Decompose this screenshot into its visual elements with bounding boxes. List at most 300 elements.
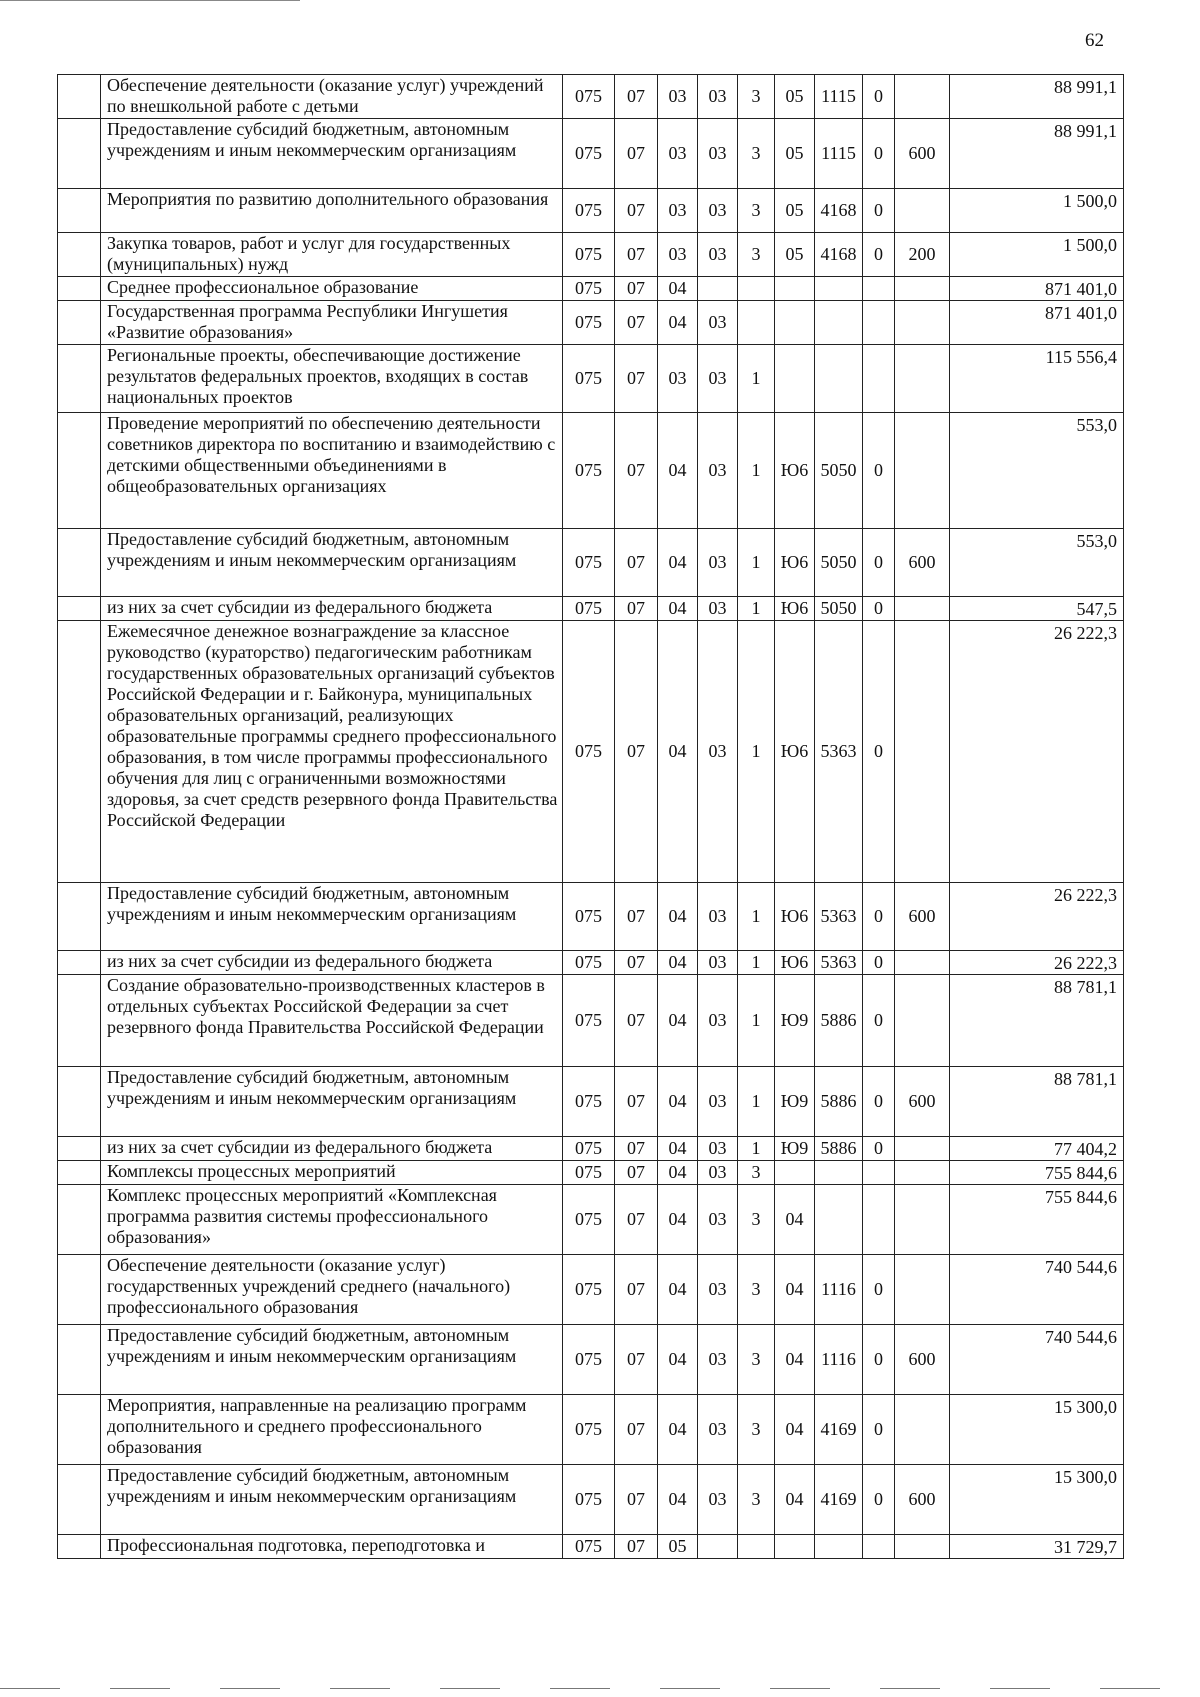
program-type-code-cell: 1 (738, 1137, 775, 1161)
direction-code-cell: 4169 (815, 1395, 863, 1465)
expense-type-code-cell (895, 301, 950, 345)
item-name-cell: Ежемесячное денежное вознаграждение за классное руководство (кураторство) педагогическим работникам государственных образовательных организаций субъектов Российской Федерации и г. Байконура, муниципальных образовательных организаций, реализующих образовательные программы среднего профессионального образования, в том числе программы профессионального обучения для лиц с ограниченными возможностями здоровья, за счет средств резервного фонда Правительства Российской Федерации (101, 621, 563, 883)
program-type-code-cell: 3 (738, 1161, 775, 1185)
program-type-code-cell: 1 (738, 597, 775, 621)
subsection-code-cell: 04 (658, 301, 698, 345)
detail-code-cell: 0 (863, 1067, 895, 1137)
program-type-code-cell: 3 (738, 189, 775, 233)
table-row (58, 597, 1124, 621)
direction-code-cell: 4169 (815, 1465, 863, 1535)
table-row (58, 1255, 1124, 1325)
amount-cell: 553,0 (950, 413, 1124, 529)
budget-table-body (58, 75, 1124, 1559)
structure-code-cell: Ю6 (775, 529, 815, 597)
detail-code-cell (863, 1161, 895, 1185)
table-row (58, 951, 1124, 975)
amount-cell: 740 544,6 (950, 1255, 1124, 1325)
expense-type-code-cell (895, 1161, 950, 1185)
section-code-cell: 07 (615, 413, 658, 529)
table-row (58, 883, 1124, 951)
detail-code-cell: 0 (863, 975, 895, 1067)
amount-cell: 740 544,6 (950, 1325, 1124, 1395)
expense-type-code-cell: 600 (895, 1325, 950, 1395)
ministry-code-cell: 075 (563, 345, 615, 413)
detail-code-cell (863, 1185, 895, 1255)
item-name-cell: Предоставление субсидий бюджетным, автономным учреждениям и иным некоммерческим организациям (101, 1325, 563, 1395)
subsection-code-cell: 04 (658, 951, 698, 975)
expense-type-code-cell (895, 345, 950, 413)
program-code-cell: 03 (698, 345, 738, 413)
program-code-cell (698, 277, 738, 301)
detail-code-cell (863, 1535, 895, 1559)
amount-cell: 88 991,1 (950, 75, 1124, 119)
subsection-code-cell: 04 (658, 1255, 698, 1325)
program-code-cell: 03 (698, 1395, 738, 1465)
subsection-code-cell: 04 (658, 277, 698, 301)
subsection-code-cell: 04 (658, 1395, 698, 1465)
row-margin-cell (58, 1161, 101, 1185)
program-type-code-cell: 3 (738, 1395, 775, 1465)
amount-cell: 1 500,0 (950, 189, 1124, 233)
expense-type-code-cell: 600 (895, 883, 950, 951)
ministry-code-cell: 075 (563, 1535, 615, 1559)
program-code-cell: 03 (698, 975, 738, 1067)
expense-type-code-cell: 600 (895, 1067, 950, 1137)
program-code-cell: 03 (698, 951, 738, 975)
expense-type-code-cell: 600 (895, 529, 950, 597)
row-margin-cell (58, 597, 101, 621)
expense-type-code-cell (895, 1535, 950, 1559)
item-name-cell: Проведение мероприятий по обеспечению деятельности советников директора по воспитанию и взаимодействию с детскими общественными объединениями в общеобразовательных организациях (101, 413, 563, 529)
program-type-code-cell: 1 (738, 883, 775, 951)
table-row (58, 1161, 1124, 1185)
amount-cell: 115 556,4 (950, 345, 1124, 413)
section-code-cell: 07 (615, 1535, 658, 1559)
expense-type-code-cell (895, 597, 950, 621)
page-number: 62 (1085, 30, 1104, 51)
expense-type-code-cell (895, 1185, 950, 1255)
ministry-code-cell: 075 (563, 621, 615, 883)
program-code-cell: 03 (698, 621, 738, 883)
item-name-cell: Предоставление субсидий бюджетным, автономным учреждениям и иным некоммерческим организациям (101, 1067, 563, 1137)
section-code-cell: 07 (615, 75, 658, 119)
detail-code-cell (863, 301, 895, 345)
subsection-code-cell: 04 (658, 1067, 698, 1137)
row-margin-cell (58, 951, 101, 975)
program-type-code-cell: 1 (738, 621, 775, 883)
structure-code-cell (775, 1535, 815, 1559)
row-margin-cell (58, 1185, 101, 1255)
table-row (58, 1185, 1124, 1255)
structure-code-cell: Ю6 (775, 951, 815, 975)
expense-type-code-cell (895, 1137, 950, 1161)
section-code-cell: 07 (615, 1325, 658, 1395)
row-margin-cell (58, 1395, 101, 1465)
direction-code-cell: 5050 (815, 597, 863, 621)
structure-code-cell: Ю6 (775, 597, 815, 621)
direction-code-cell: 1116 (815, 1255, 863, 1325)
amount-cell: 755 844,6 (950, 1161, 1124, 1185)
program-code-cell: 03 (698, 1161, 738, 1185)
amount-cell: 553,0 (950, 529, 1124, 597)
detail-code-cell: 0 (863, 1137, 895, 1161)
subsection-code-cell: 04 (658, 597, 698, 621)
table-row (58, 1465, 1124, 1535)
row-margin-cell (58, 277, 101, 301)
program-code-cell: 03 (698, 233, 738, 277)
expense-type-code-cell (895, 621, 950, 883)
amount-cell: 88 781,1 (950, 975, 1124, 1067)
direction-code-cell: 5050 (815, 413, 863, 529)
program-code-cell: 03 (698, 75, 738, 119)
subsection-code-cell: 04 (658, 1185, 698, 1255)
expense-type-code-cell: 200 (895, 233, 950, 277)
item-name-cell: Среднее профессиональное образование (101, 277, 563, 301)
item-name-cell: из них за счет субсидии из федерального бюджета (101, 597, 563, 621)
ministry-code-cell: 075 (563, 277, 615, 301)
section-code-cell: 07 (615, 1465, 658, 1535)
program-code-cell: 03 (698, 529, 738, 597)
ministry-code-cell: 075 (563, 1161, 615, 1185)
structure-code-cell (775, 277, 815, 301)
expense-type-code-cell (895, 189, 950, 233)
section-code-cell: 07 (615, 189, 658, 233)
program-type-code-cell: 1 (738, 1067, 775, 1137)
item-name-cell: Мероприятия по развитию дополнительного образования (101, 189, 563, 233)
subsection-code-cell: 03 (658, 75, 698, 119)
row-margin-cell (58, 1325, 101, 1395)
item-name-cell: Мероприятия, направленные на реализацию программ дополнительного и среднего профессионального образования (101, 1395, 563, 1465)
detail-code-cell: 0 (863, 189, 895, 233)
program-code-cell: 03 (698, 413, 738, 529)
program-code-cell: 03 (698, 1465, 738, 1535)
program-type-code-cell: 3 (738, 119, 775, 189)
ministry-code-cell: 075 (563, 1185, 615, 1255)
expense-type-code-cell (895, 75, 950, 119)
table-row (58, 1395, 1124, 1465)
row-margin-cell (58, 413, 101, 529)
amount-cell: 88 781,1 (950, 1067, 1124, 1137)
amount-cell: 31 729,7 (950, 1535, 1124, 1559)
subsection-code-cell: 04 (658, 621, 698, 883)
program-type-code-cell: 3 (738, 1325, 775, 1395)
table-row (58, 189, 1124, 233)
ministry-code-cell: 075 (563, 951, 615, 975)
row-margin-cell (58, 883, 101, 951)
direction-code-cell: 5886 (815, 975, 863, 1067)
row-margin-cell (58, 1465, 101, 1535)
direction-code-cell: 1115 (815, 75, 863, 119)
direction-code-cell: 1115 (815, 119, 863, 189)
structure-code-cell: 05 (775, 75, 815, 119)
ministry-code-cell: 075 (563, 301, 615, 345)
structure-code-cell: 04 (775, 1325, 815, 1395)
section-code-cell: 07 (615, 951, 658, 975)
direction-code-cell (815, 1185, 863, 1255)
amount-cell: 871 401,0 (950, 277, 1124, 301)
ministry-code-cell: 075 (563, 529, 615, 597)
direction-code-cell: 4168 (815, 189, 863, 233)
amount-cell: 871 401,0 (950, 301, 1124, 345)
direction-code-cell (815, 301, 863, 345)
scan-artifact-top (0, 0, 300, 1)
item-name-cell: Профессиональная подготовка, переподготовка и (101, 1535, 563, 1559)
table-row (58, 975, 1124, 1067)
section-code-cell: 07 (615, 975, 658, 1067)
program-type-code-cell: 1 (738, 951, 775, 975)
detail-code-cell: 0 (863, 597, 895, 621)
subsection-code-cell: 04 (658, 1161, 698, 1185)
direction-code-cell: 5886 (815, 1067, 863, 1137)
program-type-code-cell: 1 (738, 975, 775, 1067)
subsection-code-cell: 04 (658, 529, 698, 597)
detail-code-cell: 0 (863, 1255, 895, 1325)
section-code-cell: 07 (615, 621, 658, 883)
detail-code-cell: 0 (863, 75, 895, 119)
row-margin-cell (58, 233, 101, 277)
row-margin-cell (58, 75, 101, 119)
program-code-cell: 03 (698, 189, 738, 233)
table-row (58, 1137, 1124, 1161)
item-name-cell: Комплексы процессных мероприятий (101, 1161, 563, 1185)
expense-type-code-cell: 600 (895, 119, 950, 189)
table-row (58, 529, 1124, 597)
section-code-cell: 07 (615, 1395, 658, 1465)
program-type-code-cell: 1 (738, 345, 775, 413)
amount-cell: 26 222,3 (950, 621, 1124, 883)
section-code-cell: 07 (615, 1161, 658, 1185)
program-type-code-cell (738, 301, 775, 345)
row-margin-cell (58, 621, 101, 883)
ministry-code-cell: 075 (563, 233, 615, 277)
section-code-cell: 07 (615, 345, 658, 413)
detail-code-cell: 0 (863, 119, 895, 189)
amount-cell: 26 222,3 (950, 883, 1124, 951)
section-code-cell: 07 (615, 1185, 658, 1255)
program-code-cell: 03 (698, 883, 738, 951)
amount-cell: 77 404,2 (950, 1137, 1124, 1161)
section-code-cell: 07 (615, 277, 658, 301)
ministry-code-cell: 075 (563, 1255, 615, 1325)
table-row (58, 1067, 1124, 1137)
ministry-code-cell: 075 (563, 189, 615, 233)
row-margin-cell (58, 1137, 101, 1161)
subsection-code-cell: 03 (658, 189, 698, 233)
structure-code-cell: Ю9 (775, 1137, 815, 1161)
ministry-code-cell: 075 (563, 597, 615, 621)
subsection-code-cell: 04 (658, 1465, 698, 1535)
expense-type-code-cell (895, 1395, 950, 1465)
item-name-cell: Государственная программа Республики Ингушетия «Развитие образования» (101, 301, 563, 345)
structure-code-cell: 05 (775, 233, 815, 277)
structure-code-cell: Ю9 (775, 975, 815, 1067)
program-code-cell: 03 (698, 1325, 738, 1395)
item-name-cell: из них за счет субсидии из федерального бюджета (101, 951, 563, 975)
ministry-code-cell: 075 (563, 975, 615, 1067)
item-name-cell: Создание образовательно-производственных кластеров в отдельных субъектах Российской Федерации за счет резервного фонда Правительства Российской Федерации (101, 975, 563, 1067)
item-name-cell: Предоставление субсидий бюджетным, автономным учреждениям и иным некоммерческим организациям (101, 119, 563, 189)
program-type-code-cell (738, 1535, 775, 1559)
structure-code-cell: Ю6 (775, 621, 815, 883)
direction-code-cell: 1116 (815, 1325, 863, 1395)
section-code-cell: 07 (615, 233, 658, 277)
item-name-cell: Обеспечение деятельности (оказание услуг) учреждений по внешкольной работе с детьми (101, 75, 563, 119)
program-type-code-cell (738, 277, 775, 301)
table-row (58, 233, 1124, 277)
amount-cell: 15 300,0 (950, 1465, 1124, 1535)
subsection-code-cell: 05 (658, 1535, 698, 1559)
budget-table (57, 74, 1124, 1559)
item-name-cell: Региональные проекты, обеспечивающие достижение результатов федеральных проектов, входящих в состав национальных проектов (101, 345, 563, 413)
detail-code-cell: 0 (863, 1465, 895, 1535)
table-row (58, 301, 1124, 345)
expense-type-code-cell: 600 (895, 1465, 950, 1535)
structure-code-cell: 05 (775, 189, 815, 233)
program-code-cell (698, 1535, 738, 1559)
expense-type-code-cell (895, 975, 950, 1067)
direction-code-cell (815, 345, 863, 413)
scan-artifact-bottom (0, 1688, 1200, 1689)
structure-code-cell: Ю6 (775, 883, 815, 951)
detail-code-cell: 0 (863, 883, 895, 951)
program-code-cell: 03 (698, 119, 738, 189)
ministry-code-cell: 075 (563, 1325, 615, 1395)
detail-code-cell: 0 (863, 1395, 895, 1465)
row-margin-cell (58, 301, 101, 345)
subsection-code-cell: 04 (658, 1325, 698, 1395)
table-row (58, 75, 1124, 119)
program-code-cell: 03 (698, 1067, 738, 1137)
item-name-cell: Закупка товаров, работ и услуг для государственных (муниципальных) нужд (101, 233, 563, 277)
row-margin-cell (58, 345, 101, 413)
table-row (58, 1325, 1124, 1395)
expense-type-code-cell (895, 951, 950, 975)
program-type-code-cell: 3 (738, 1255, 775, 1325)
subsection-code-cell: 04 (658, 413, 698, 529)
item-name-cell: Предоставление субсидий бюджетным, автономным учреждениям и иным некоммерческим организациям (101, 1465, 563, 1535)
structure-code-cell: 04 (775, 1395, 815, 1465)
program-code-cell: 03 (698, 597, 738, 621)
subsection-code-cell: 04 (658, 883, 698, 951)
program-type-code-cell: 1 (738, 413, 775, 529)
program-code-cell: 03 (698, 1185, 738, 1255)
structure-code-cell: 04 (775, 1255, 815, 1325)
amount-cell: 88 991,1 (950, 119, 1124, 189)
direction-code-cell (815, 277, 863, 301)
table-row (58, 1535, 1124, 1559)
expense-type-code-cell (895, 413, 950, 529)
table-row (58, 119, 1124, 189)
structure-code-cell (775, 345, 815, 413)
row-margin-cell (58, 529, 101, 597)
row-margin-cell (58, 119, 101, 189)
direction-code-cell: 5363 (815, 883, 863, 951)
item-name-cell: Комплекс процессных мероприятий «Комплексная программа развития системы профессионального образования» (101, 1185, 563, 1255)
ministry-code-cell: 075 (563, 1137, 615, 1161)
detail-code-cell: 0 (863, 413, 895, 529)
structure-code-cell (775, 301, 815, 345)
amount-cell: 1 500,0 (950, 233, 1124, 277)
direction-code-cell: 5363 (815, 621, 863, 883)
row-margin-cell (58, 1535, 101, 1559)
section-code-cell: 07 (615, 301, 658, 345)
row-margin-cell (58, 189, 101, 233)
ministry-code-cell: 075 (563, 1067, 615, 1137)
program-code-cell: 03 (698, 1255, 738, 1325)
program-type-code-cell: 3 (738, 233, 775, 277)
direction-code-cell: 5363 (815, 951, 863, 975)
direction-code-cell: 5050 (815, 529, 863, 597)
direction-code-cell (815, 1161, 863, 1185)
subsection-code-cell: 03 (658, 119, 698, 189)
detail-code-cell: 0 (863, 621, 895, 883)
row-margin-cell (58, 975, 101, 1067)
table-row (58, 621, 1124, 883)
detail-code-cell: 0 (863, 529, 895, 597)
structure-code-cell (775, 1161, 815, 1185)
ministry-code-cell: 075 (563, 1465, 615, 1535)
detail-code-cell: 0 (863, 233, 895, 277)
table-row (58, 413, 1124, 529)
table-row (58, 277, 1124, 301)
expense-type-code-cell (895, 1255, 950, 1325)
section-code-cell: 07 (615, 1067, 658, 1137)
structure-code-cell: 05 (775, 119, 815, 189)
ministry-code-cell: 075 (563, 75, 615, 119)
subsection-code-cell: 04 (658, 975, 698, 1067)
section-code-cell: 07 (615, 529, 658, 597)
direction-code-cell (815, 1535, 863, 1559)
amount-cell: 15 300,0 (950, 1395, 1124, 1465)
subsection-code-cell: 03 (658, 233, 698, 277)
ministry-code-cell: 075 (563, 1395, 615, 1465)
detail-code-cell: 0 (863, 951, 895, 975)
structure-code-cell: Ю9 (775, 1067, 815, 1137)
program-code-cell: 03 (698, 1137, 738, 1161)
structure-code-cell: 04 (775, 1465, 815, 1535)
row-margin-cell (58, 1255, 101, 1325)
detail-code-cell (863, 345, 895, 413)
item-name-cell: Предоставление субсидий бюджетным, автономным учреждениям и иным некоммерческим организациям (101, 883, 563, 951)
program-type-code-cell: 3 (738, 1465, 775, 1535)
detail-code-cell (863, 277, 895, 301)
direction-code-cell: 5886 (815, 1137, 863, 1161)
ministry-code-cell: 075 (563, 883, 615, 951)
structure-code-cell: 04 (775, 1185, 815, 1255)
ministry-code-cell: 075 (563, 119, 615, 189)
table-row (58, 345, 1124, 413)
program-type-code-cell: 1 (738, 529, 775, 597)
detail-code-cell: 0 (863, 1325, 895, 1395)
item-name-cell: Предоставление субсидий бюджетным, автономным учреждениям и иным некоммерческим организациям (101, 529, 563, 597)
program-type-code-cell: 3 (738, 1185, 775, 1255)
direction-code-cell: 4168 (815, 233, 863, 277)
subsection-code-cell: 04 (658, 1137, 698, 1161)
program-code-cell: 03 (698, 301, 738, 345)
amount-cell: 755 844,6 (950, 1185, 1124, 1255)
section-code-cell: 07 (615, 119, 658, 189)
amount-cell: 547,5 (950, 597, 1124, 621)
section-code-cell: 07 (615, 597, 658, 621)
structure-code-cell: Ю6 (775, 413, 815, 529)
expense-type-code-cell (895, 277, 950, 301)
ministry-code-cell: 075 (563, 413, 615, 529)
program-type-code-cell: 3 (738, 75, 775, 119)
amount-cell: 26 222,3 (950, 951, 1124, 975)
row-margin-cell (58, 1067, 101, 1137)
section-code-cell: 07 (615, 1137, 658, 1161)
section-code-cell: 07 (615, 1255, 658, 1325)
